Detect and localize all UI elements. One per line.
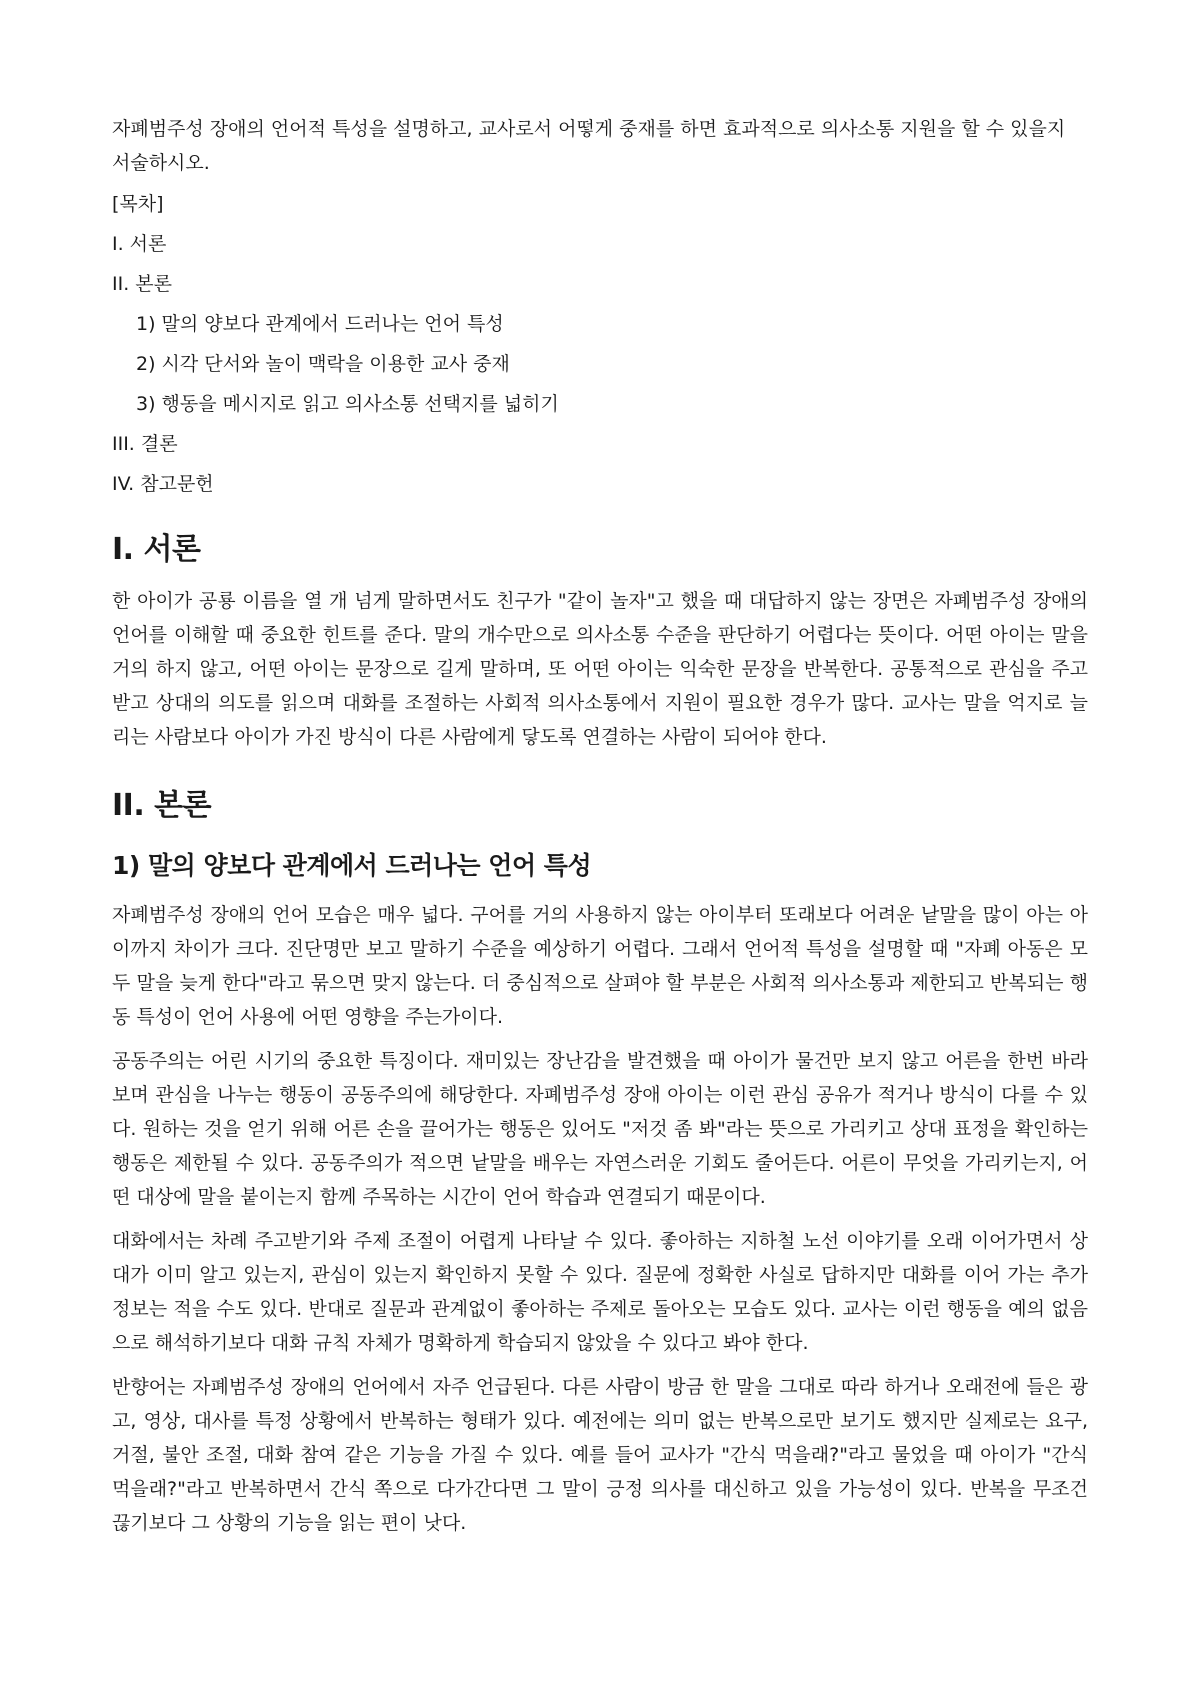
subsection-1-paragraph: 반향어는 자폐범주성 장애의 언어에서 자주 언급된다. 다른 사람이 방금 한 말을 그대로 따라 하거나 오래전에 들은 광고, 영상, 대사를 특정 상황에서 반복하는 형태가 있다. 예전에는 의미 없는 반복으로만 보기도 했지만 실제로는 요구, 거절, 불안 조절, 대화 참여 같은 기능을 가질 수 있다. 예를 들어 교사가 "간식 먹을래?"라고 물었을 때 아이가 "간식 먹을래?"라고 반복하면서 간식 쪽으로 다가간다면 그 말이 긍정 의사를 대신하고 있을 가능성이 있다. 반복을 무조건 끊기보다 그 상황의 기능을 읽는 편이 낫다. bbox=[112, 1376, 1088, 1534]
body-heading: II. 본론 bbox=[112, 788, 212, 823]
assignment-question: 자폐범주성 장애의 언어적 특성을 설명하고, 교사로서 어떻게 중재를 하면 효과적으로 의사소통 지원을 할 수 있을지 서술하시오. bbox=[112, 118, 1066, 174]
toc-item-body-3: 3) 행동을 메시지로 읽고 의사소통 선택지를 넓히기 bbox=[136, 393, 559, 415]
table-of-contents bbox=[112, 190, 1088, 498]
subsection-1-paragraph: 자폐범주성 장애의 언어 모습은 매우 넓다. 구어를 거의 사용하지 않는 아이부터 또래보다 어려운 낱말을 많이 아는 아이까지 차이가 크다. 진단명만 보고 말하기 수준을 예상하기 어렵다. 그래서 언어적 특성을 설명할 때 "자폐 아동은 모두 말을 늦게 한다"라고 묶으면 맞지 않는다. 더 중심적으로 살펴야 할 부분은 사회적 의사소통과 제한되고 반복되는 행동 특성이 언어 사용에 어떤 영향을 주는가이다. bbox=[112, 904, 1088, 1028]
subsection-1-paragraph: 공동주의는 어린 시기의 중요한 특징이다. 재미있는 장난감을 발견했을 때 아이가 물건만 보지 않고 어른을 한번 바라보며 관심을 나누는 행동이 공동주의에 해당한다. 자폐범주성 장애 아이는 이런 관심 공유가 적거나 방식이 다를 수 있다. 원하는 것을 얻기 위해 어른 손을 끌어가는 행동은 있어도 "저것 좀 봐"라는 뜻으로 가리키고 상대 표정을 확인하는 행동은 제한될 수 있다. 공동주의가 적으면 낱말을 배우는 자연스러운 기회도 줄어든다. 어른이 무엇을 가리키는지, 어떤 대상에 말을 붙이는지 함께 주목하는 시간이 언어 학습과 연결되기 때문이다. bbox=[112, 1050, 1088, 1208]
toc-heading: [목차] bbox=[112, 193, 164, 215]
intro-paragraph: 한 아이가 공룡 이름을 열 개 넘게 말하면서도 친구가 "같이 놀자"고 했을 때 대답하지 않는 장면은 자폐범주성 장애의 언어를 이해할 때 중요한 힌트를 준다. 말의 개수만으로 의사소통 수준을 판단하기 어렵다는 뜻이다. 어떤 아이는 말을 거의 하지 않고, 어떤 아이는 문장으로 길게 말하며, 또 어떤 아이는 익숙한 문장을 반복한다. 공통적으로 관심을 주고받고 상대의 의도를 읽으며 대화를 조절하는 사회적 의사소통에서 지원이 필요한 경우가 많다. 교사는 말을 억지로 늘리는 사람보다 아이가 가진 방식이 다른 사람에게 닿도록 연결하는 사람이 되어야 한다. bbox=[112, 590, 1088, 748]
toc-item-body-2: 2) 시각 단서와 놀이 맥락을 이용한 교사 중재 bbox=[136, 353, 510, 375]
toc-item-body: II. 본론 bbox=[112, 273, 172, 295]
toc-item-intro: I. 서론 bbox=[112, 233, 167, 255]
toc-item-references: IV. 참고문헌 bbox=[112, 473, 214, 495]
subsection-1-heading: 1) 말의 양보다 관계에서 드러나는 언어 특성 bbox=[112, 851, 592, 880]
intro-heading: I. 서론 bbox=[112, 532, 201, 567]
toc-item-body-1: 1) 말의 양보다 관계에서 드러나는 언어 특성 bbox=[136, 313, 504, 335]
subsection-1-paragraph: 대화에서는 차례 주고받기와 주제 조절이 어렵게 나타날 수 있다. 좋아하는 지하철 노선 이야기를 오래 이어가면서 상대가 이미 알고 있는지, 관심이 있는지 확인하지 못할 수 있다. 질문에 정확한 사실로 답하지만 대화를 이어 가는 추가 정보는 적을 수도 있다. 반대로 질문과 관계없이 좋아하는 주제로 돌아오는 모습도 있다. 교사는 이런 행동을 예의 없음으로 해석하기보다 대화 규칙 자체가 명확하게 학습되지 않았을 수 있다고 봐야 한다. bbox=[112, 1230, 1088, 1354]
toc-item-conclusion: III. 결론 bbox=[112, 433, 178, 455]
